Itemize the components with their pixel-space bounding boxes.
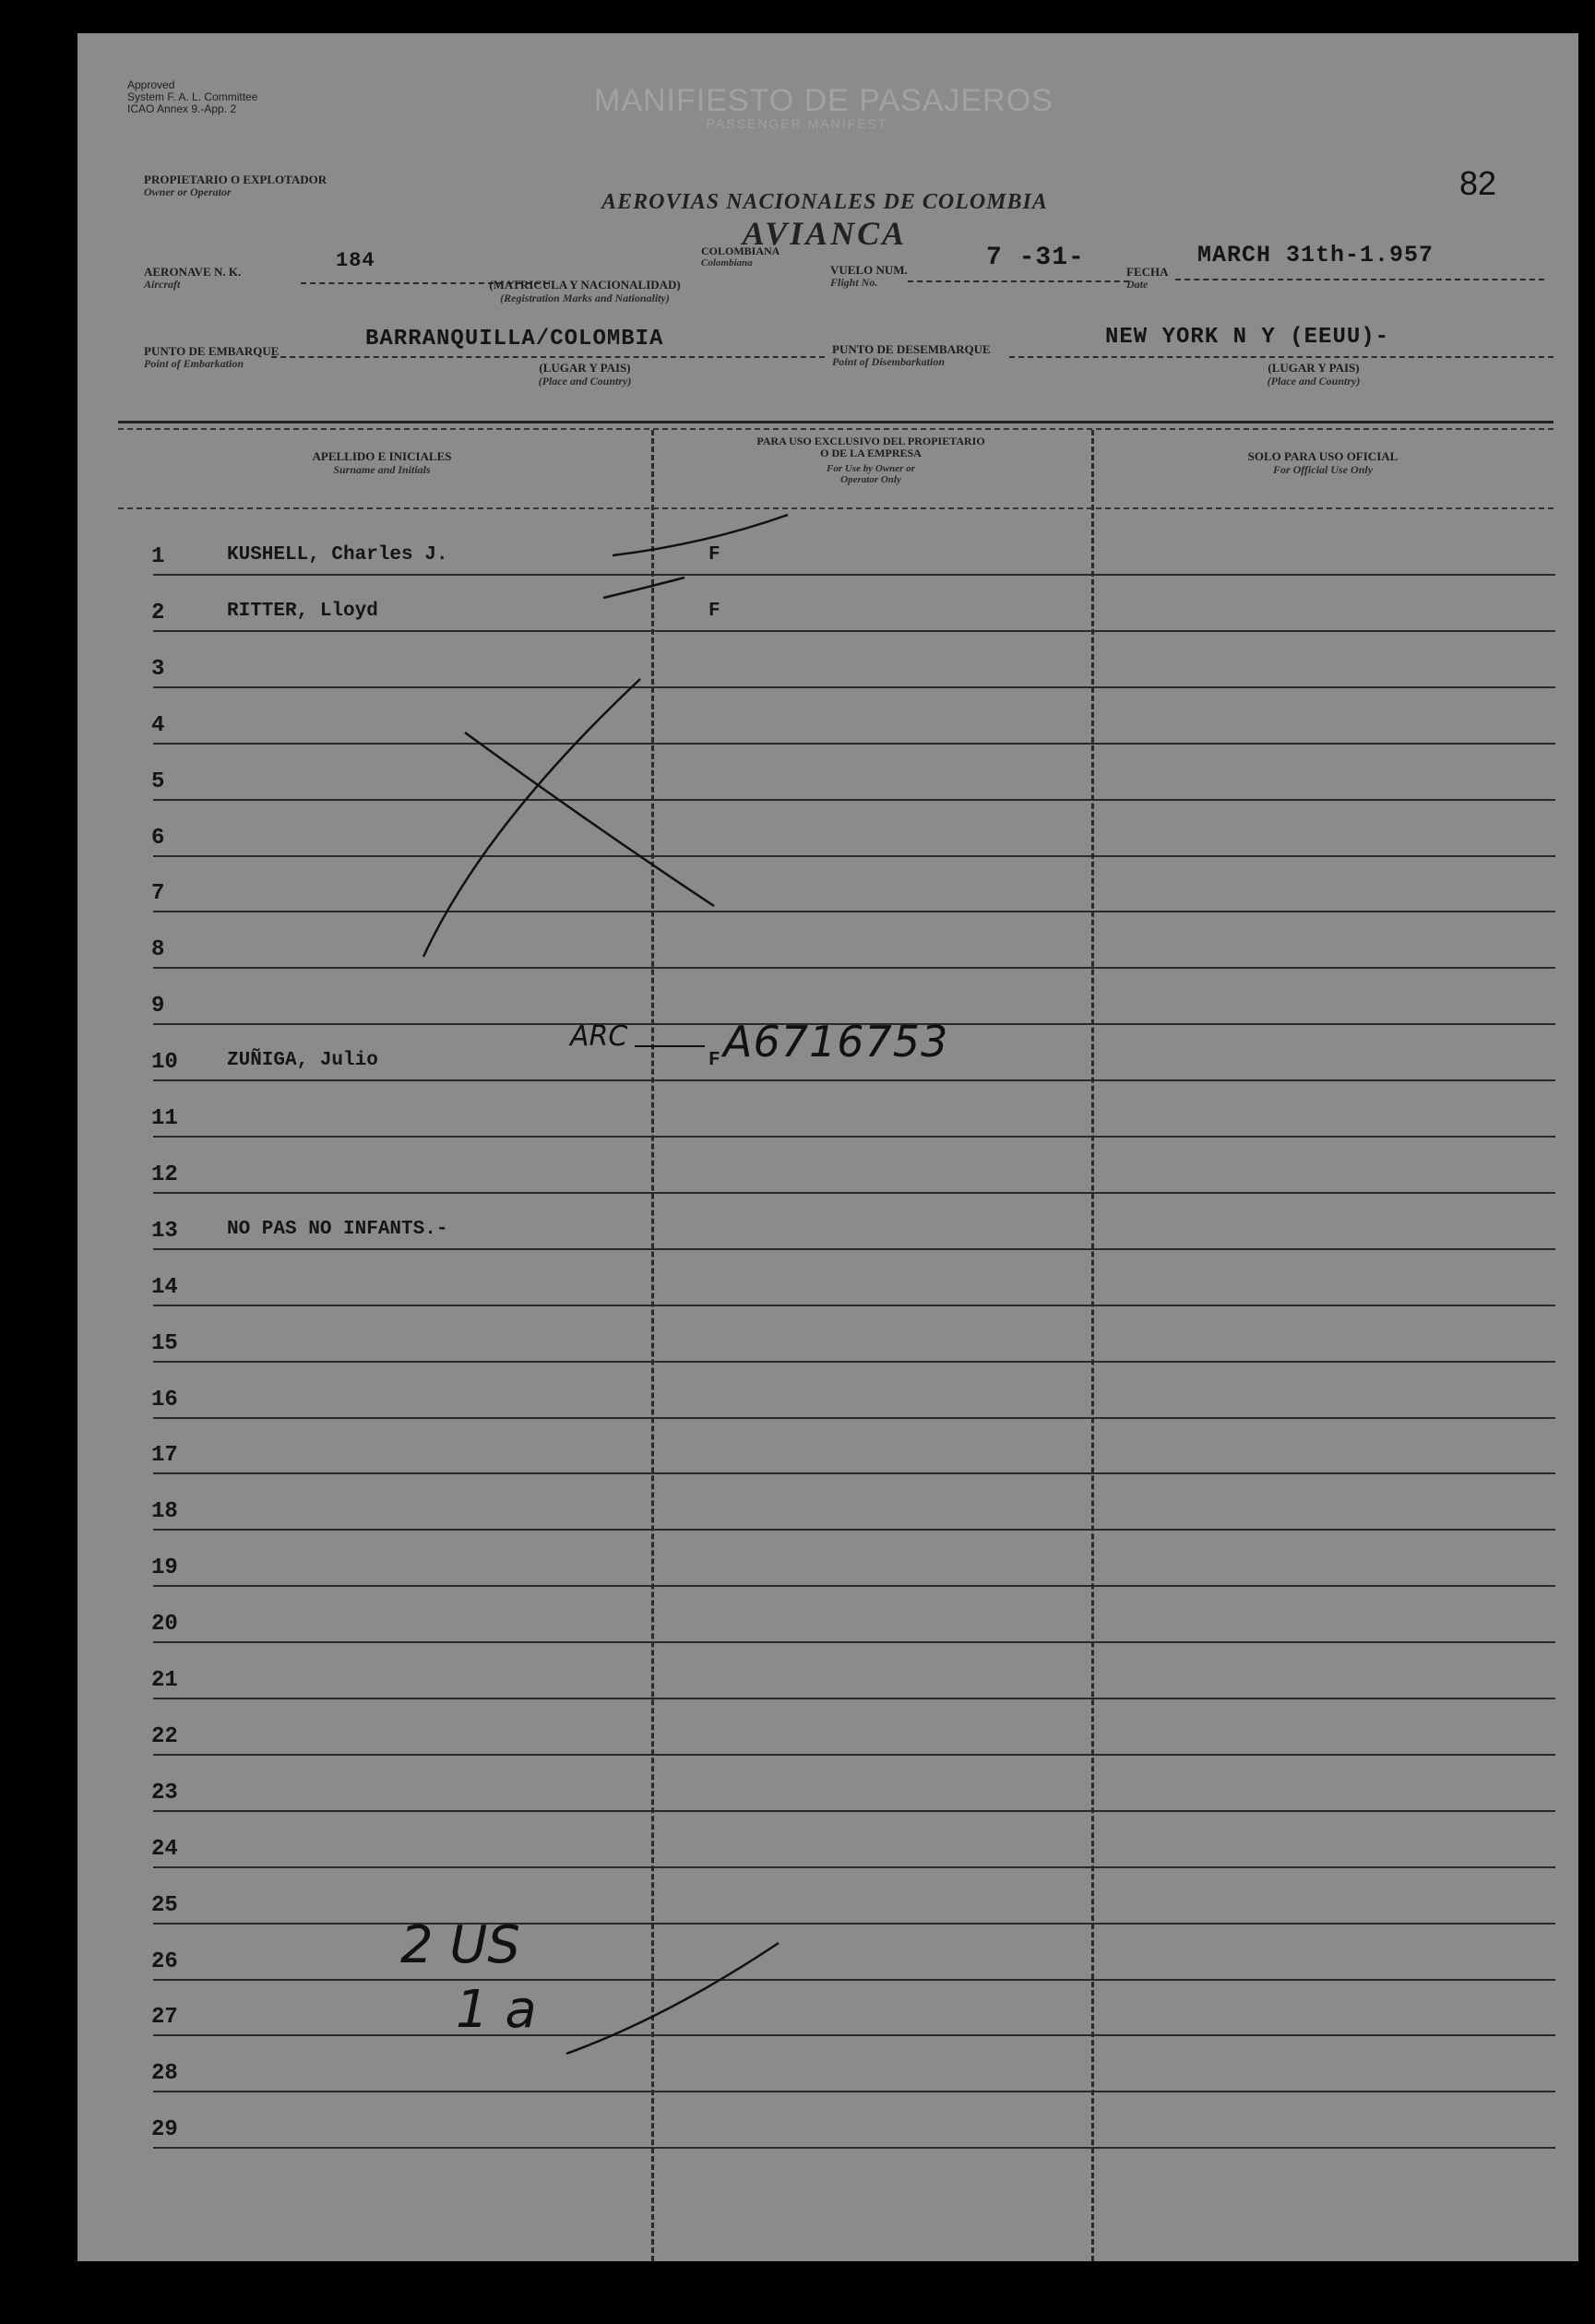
owner-use-code: F <box>708 600 720 622</box>
embarkation-label: PUNTO DE EMBARQUE <box>144 344 280 358</box>
col-header-owner-sub-2: Operator Only <box>840 474 901 485</box>
row-number: 7 <box>151 881 165 907</box>
date-label: FECHA <box>1126 265 1169 279</box>
embarkation-place-sublabel: (Place and Country) <box>538 375 632 387</box>
row-number: 28 <box>151 2061 178 2087</box>
embarkation-value: BARRANQUILLA/COLOMBIA <box>365 327 664 352</box>
row-number: 18 <box>151 1499 178 1525</box>
col-header-name: APELLIDO E INICIALES <box>312 449 452 463</box>
row-number: 2 <box>151 600 165 626</box>
cross-out-stroke-1 <box>423 679 640 957</box>
tick-mark-row-2 <box>603 578 684 598</box>
date-sublabel: Date <box>1126 278 1149 291</box>
manifest-sheet <box>77 33 1578 2261</box>
row-number: 20 <box>151 1612 178 1638</box>
row-number: 10 <box>151 1050 178 1076</box>
manifest-title: MANIFIESTO DE PASAJEROS <box>594 83 1053 118</box>
approval-line-1: Approved <box>127 78 175 91</box>
row-number: 23 <box>151 1780 178 1806</box>
row-number: 26 <box>151 1949 178 1974</box>
flight-sublabel: Flight No. <box>830 276 878 289</box>
owner-label: PROPIETARIO O EXPLOTADOR <box>144 173 327 186</box>
row-number: 8 <box>151 937 165 963</box>
registration-sublabel: (Registration Marks and Nationality) <box>500 292 670 304</box>
passenger-name: ZUÑIGA, Julio <box>227 1050 378 1072</box>
row-number: 5 <box>151 769 165 794</box>
handwritten-alien-number: A6716753 <box>723 1017 949 1067</box>
row-number: 17 <box>151 1443 178 1469</box>
flight-label: VUELO NUM. <box>830 263 908 277</box>
row-number: 12 <box>151 1162 178 1187</box>
owner-use-code: F <box>708 544 720 566</box>
handwritten-tally-bottom: 1 a <box>456 1980 537 2040</box>
handwritten-arc-note: ARC <box>570 1020 628 1053</box>
passenger-name: NO PAS NO INFANTS.- <box>227 1218 448 1240</box>
col-header-owner-1: PARA USO EXCLUSIVO DEL PROPIETARIO <box>756 435 985 447</box>
row-number: 22 <box>151 1723 178 1749</box>
handwritten-tally-top: 2 US <box>400 1915 520 1975</box>
col-header-owner-2: O DE LA EMPRESA <box>820 447 922 459</box>
col-header-owner-sub-1: For Use by Owner or <box>827 463 915 474</box>
row-number: 11 <box>151 1106 178 1131</box>
passenger-name: RITTER, Lloyd <box>227 600 378 622</box>
registration-sub: Colombiana <box>701 257 753 268</box>
disembarkation-place-sublabel: (Place and Country) <box>1267 375 1361 387</box>
airline-brand: AVIANCA <box>742 215 908 252</box>
col-header-name-sub: Surname and Initials <box>333 463 431 476</box>
tally-flourish <box>566 1943 779 2054</box>
passenger-name: KUSHELL, Charles J. <box>227 544 448 566</box>
tick-mark-row-1 <box>613 515 788 555</box>
cross-out-stroke-2 <box>465 733 714 906</box>
approval-line-3: ICAO Annex 9.-App. 2 <box>127 102 237 115</box>
row-number: 1 <box>151 544 165 569</box>
row-number: 14 <box>151 1274 178 1300</box>
row-number: 3 <box>151 656 165 682</box>
owner-sublabel: Owner or Operator <box>144 185 232 198</box>
aircraft-label: AERONAVE N. K. <box>144 265 242 279</box>
row-number: 15 <box>151 1330 178 1356</box>
registration-value: COLOMBIANA <box>701 244 780 257</box>
disembarkation-label: PUNTO DE DESEMBARQUE <box>832 342 991 356</box>
aircraft-value: 184 <box>336 249 375 272</box>
disembarkation-place-label: (LUGAR Y PAIS) <box>1268 361 1360 375</box>
row-number: 25 <box>151 1892 178 1918</box>
col-header-official: SOLO PARA USO OFICIAL <box>1247 449 1399 463</box>
disembarkation-sublabel: Point of Disembarkation <box>832 355 946 368</box>
row-number: 24 <box>151 1836 178 1862</box>
row-number: 19 <box>151 1555 178 1581</box>
row-number: 16 <box>151 1387 178 1412</box>
row-number: 27 <box>151 2005 178 2031</box>
row-number: 13 <box>151 1218 178 1244</box>
col-header-official-sub: For Official Use Only <box>1272 463 1374 476</box>
embarkation-sublabel: Point of Embarkation <box>144 357 244 370</box>
registration-label: (MATRICULA Y NACIONALIDAD) <box>489 278 681 292</box>
row-number: 4 <box>151 712 165 738</box>
date-value: MARCH 31th-1.957 <box>1197 242 1434 268</box>
page-number: 82 <box>1459 164 1497 202</box>
owner-use-code: F <box>708 1050 720 1072</box>
handwriting-layer <box>77 33 1578 2261</box>
aircraft-sublabel: Aircraft <box>144 278 181 291</box>
row-number: 29 <box>151 2117 178 2143</box>
row-number: 9 <box>151 994 165 1019</box>
embarkation-place-label: (LUGAR Y PAIS) <box>539 361 631 375</box>
approval-line-2: System F. A. L. Committee <box>127 90 258 103</box>
manifest-subtitle: PASSENGER MANIFEST <box>706 116 888 131</box>
disembarkation-value: NEW YORK N Y (EEUU)- <box>1105 325 1390 350</box>
airline-name: AEROVIAS NACIONALES DE COLOMBIA <box>601 190 1048 214</box>
row-number: 21 <box>151 1668 178 1693</box>
flight-value: 7 -31- <box>986 244 1085 272</box>
row-number: 6 <box>151 825 165 851</box>
